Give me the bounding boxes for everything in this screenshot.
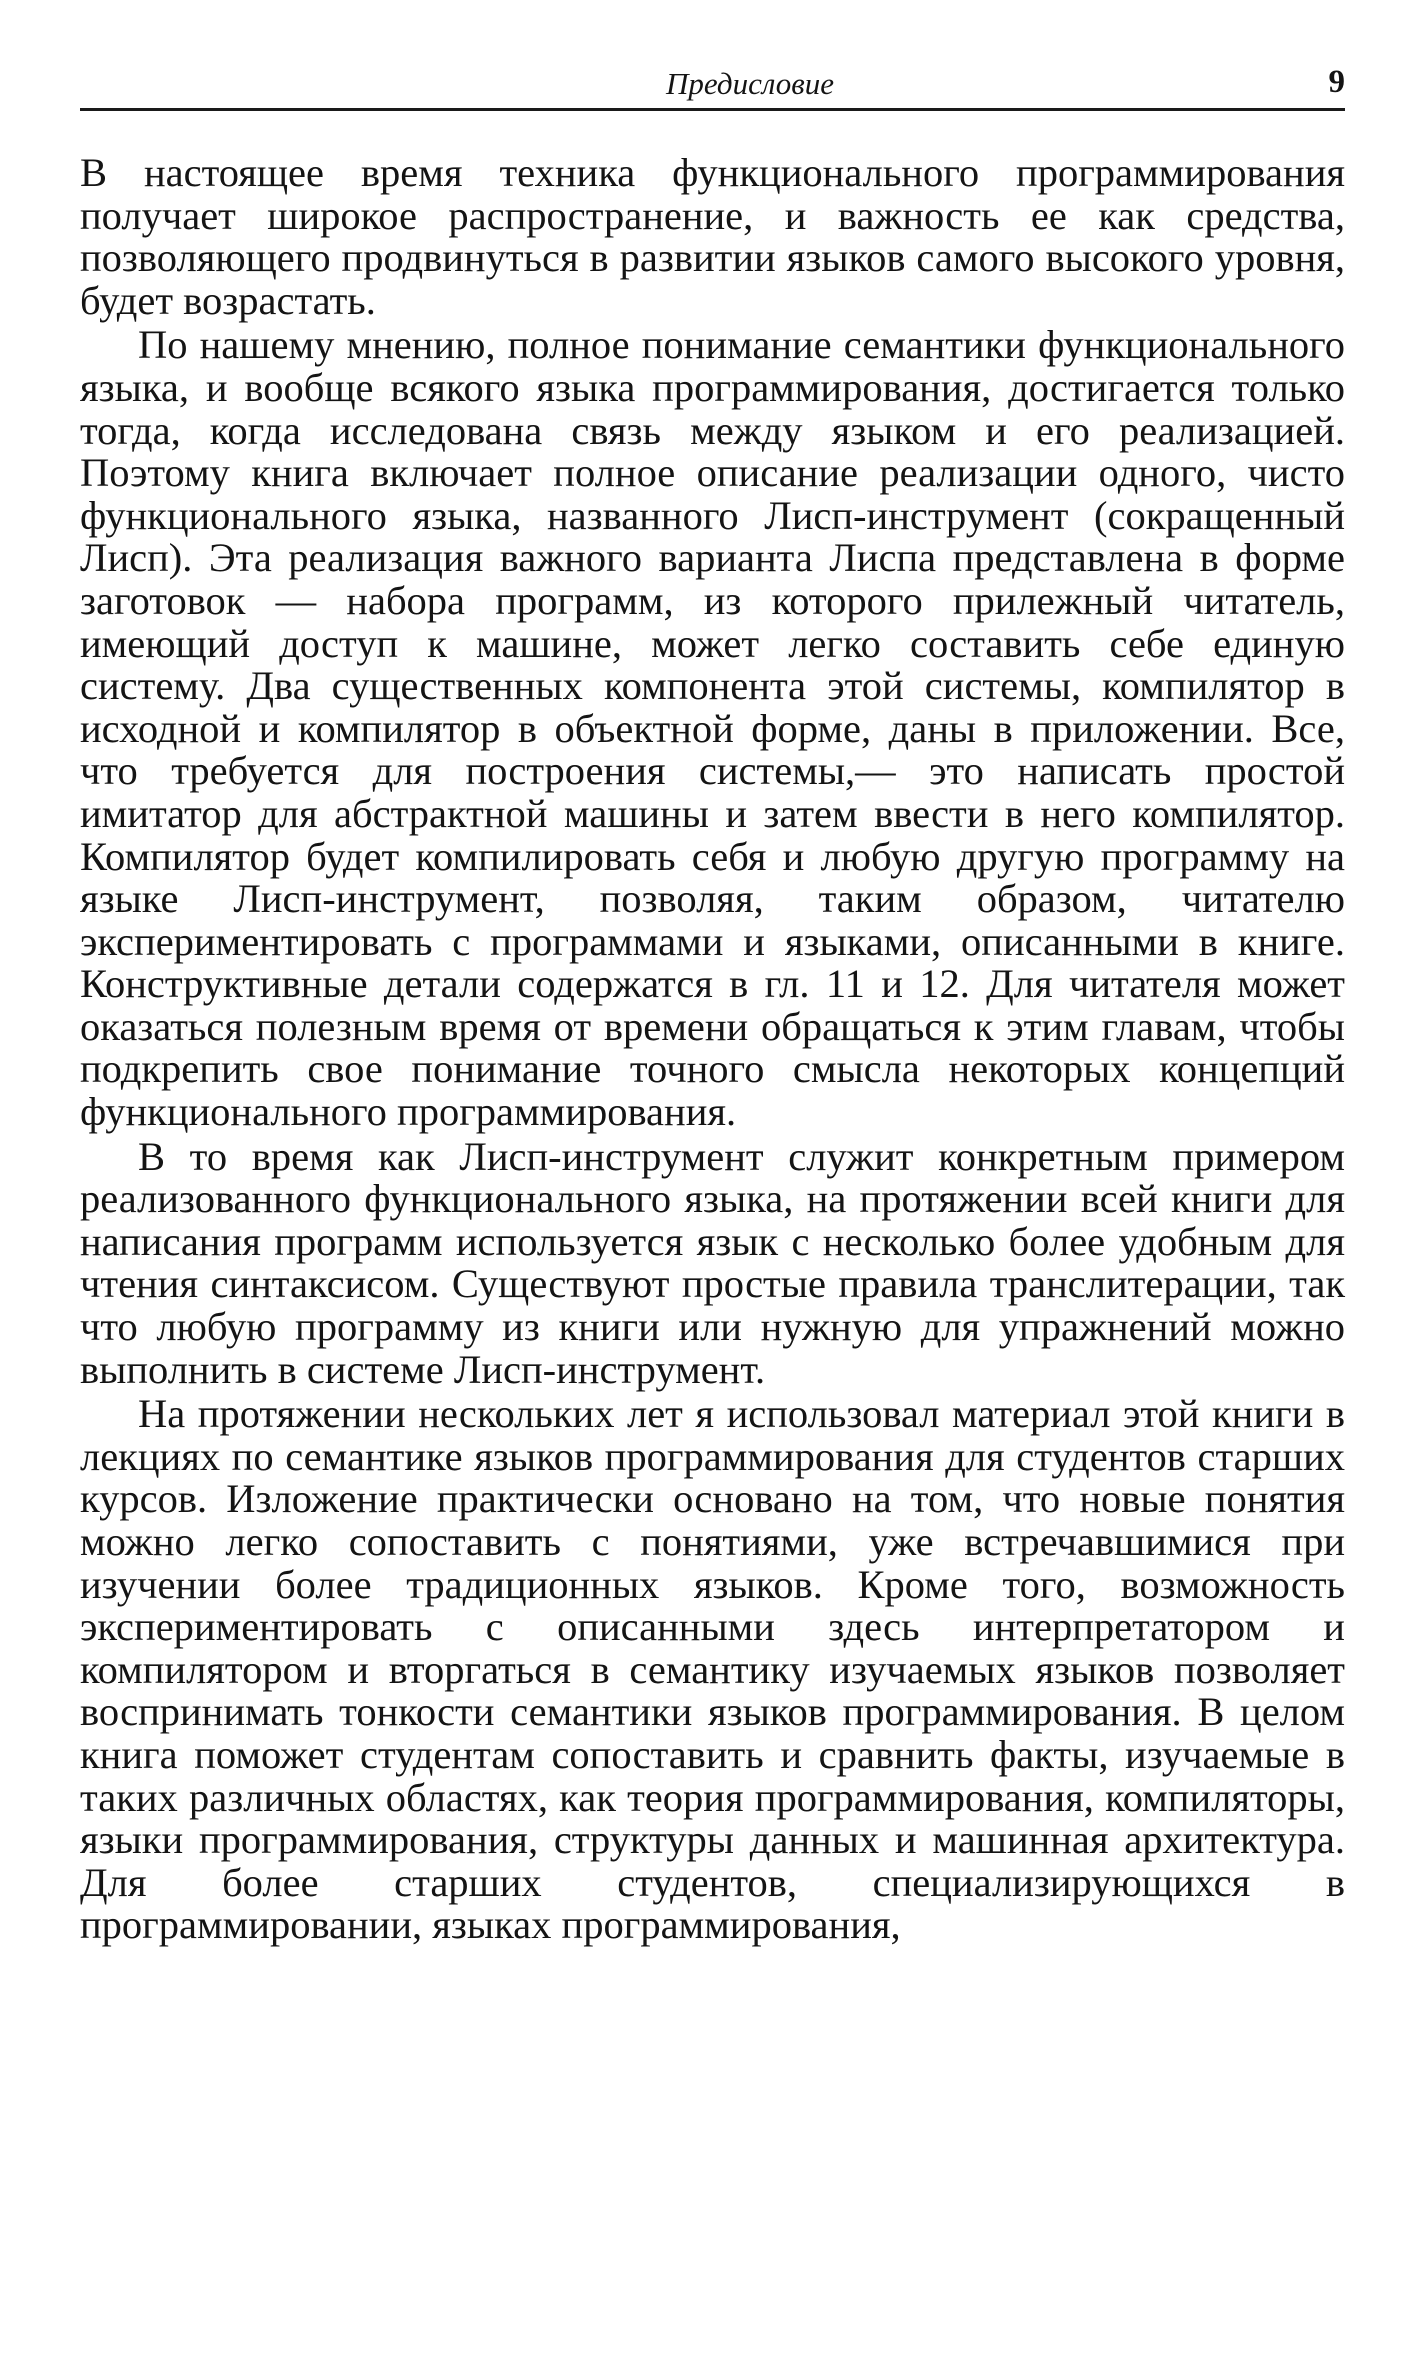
paragraph-1: В настоящее время техника функционального программирования получает широкое распространение, и важность ее как средства, позволяющего продвинуться в развитии языков самого высокого уровня, будет возрастать. [80,150,1345,323]
running-title: Предисловие [666,66,834,101]
running-header [80,60,1345,110]
body-text [80,152,1345,1947]
paragraph-2: По нашему мнению, полное понимание семантики функционального языка, и вообще всякого языка программирования, достигается только тогда, когда исследована связь между языком и его реализацией. Поэтому книга включает полное описание реализации одного, чисто функционального языка, названного Лисп-инструмент (сокращенный Лисп). Эта реализация важного варианта Лиспа представлена в форме заготовок — набора программ, из которого прилежный читатель, имеющий доступ к машине, может легко составить себе единую систему. Два существенных компонента этой системы, компилятор в исходной и компилятор в объектной форме, даны в приложении. Все, что требуется для построения системы,— это написать простой имитатор для абстрактной машины и затем ввести в него компилятор. Компилятор будет компилировать себя и любую другую программу на языке Лисп-инструмент, позволяя, таким образом, читателю экспериментировать с программами и языками, описанными в книге. Конструктивные детали содержатся в гл. 11 и 12. Для читателя может оказаться полезным время от времени обращаться к этим главам, чтобы подкрепить свое понимание точного смысла некоторых концепций функционального программирования. [80,322,1345,1135]
paragraph-3: В то время как Лисп-инструмент служит конкретным примером реализованного функционального языка, на протяжении всей книги для написания программ используется язык с несколько более удобным для чтения синтаксисом. Существуют простые правила транслитерации, так что любую программу из книги или нужную для упражнений можно выполнить в системе Лисп-инструмент. [80,1133,1345,1392]
header-rule [80,108,1345,111]
page-number: 9 [1328,64,1345,100]
paragraph-4: На протяжении нескольких лет я использовал материал этой книги в лекциях по семантике языков программирования для студентов старших курсов. Изложение практически основано на том, что новые понятия можно легко сопоставить с понятиями, уже встречавшимися при изучении более традиционных языков. Кроме того, возможность экспериментировать с описанными здесь интерпретатором и компилятором и вторгаться в семантику изучаемых языков позволяет воспринимать тонкости семантики языков программирования. В целом книга поможет студентам сопоставить и сравнить факты, изучаемые в таких различных областях, как теория программирования, компиляторы, языки программирования, структуры данных и машинная архитектура. Для более старших студентов, специализирующихся в программировании, языках программирования, [80,1391,1345,1948]
